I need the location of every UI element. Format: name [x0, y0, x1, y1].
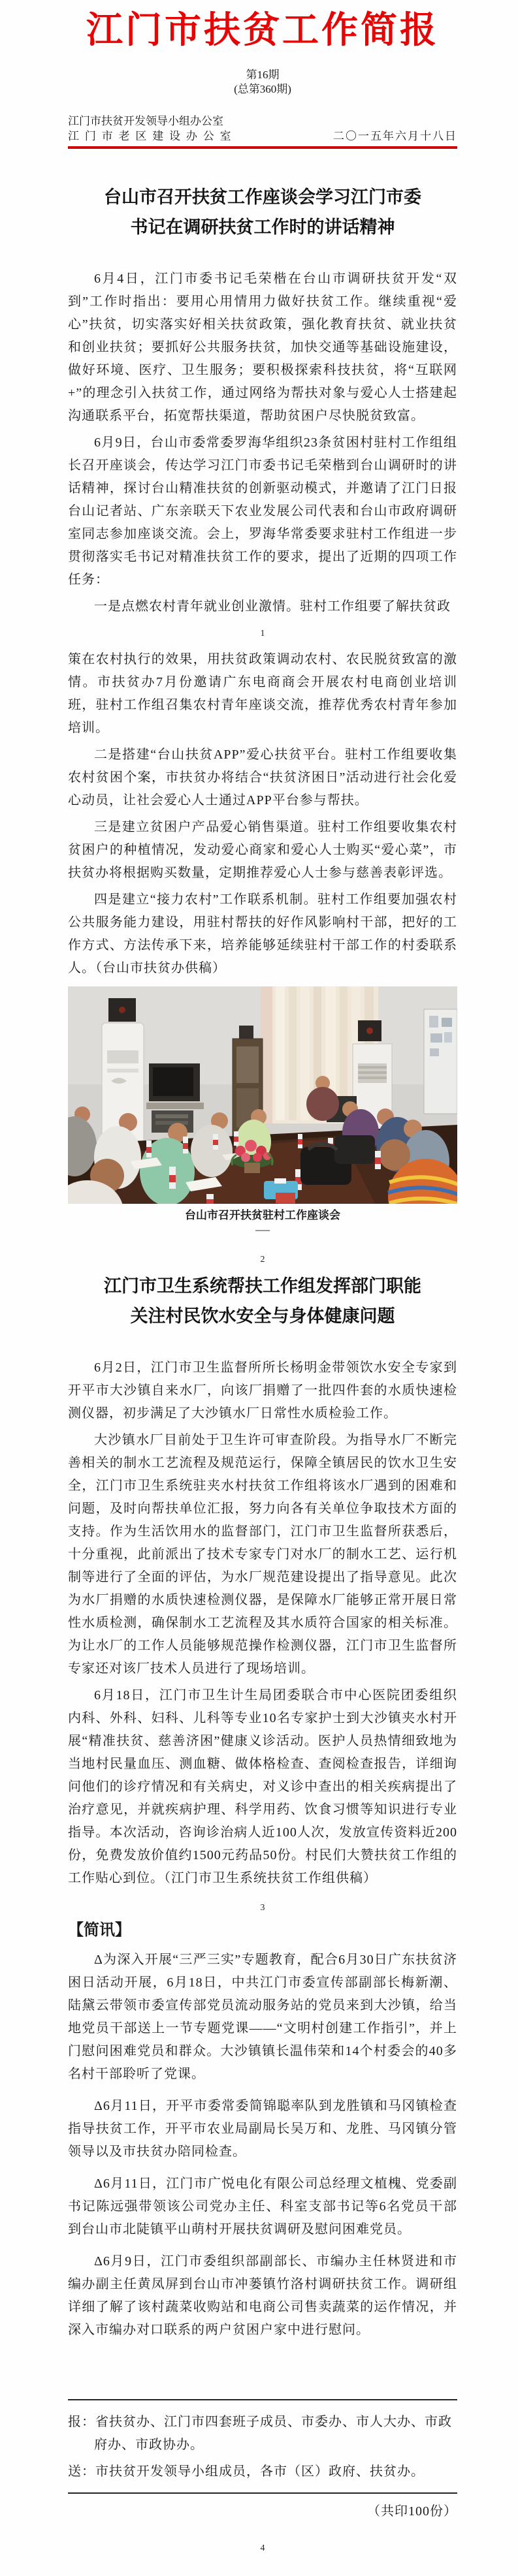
- article1-paragraph-continued: 策在农村执行的效果，用扶贫政策调动农村、农民脱贫致富的激情。市扶贫办7月份邀请广东电商商会开展农村电商创业培训班，驻村工作组召集农村青年座谈交流，推荐优秀农村青年参加培训。: [68, 652, 457, 735]
- bulletin-title: 江门市扶贫工作简报: [86, 10, 439, 51]
- article1-paragraph: 四是建立“接力农村”工作联系机制。驻村工作组要加强农村公共服务能力建设，用驻村帮扶的好作风影响村干部，把好的工作方式、方法传承下来，培养能够延续驻村干部工作的村委联系人。（台山市扶贫办供稿）: [68, 892, 457, 975]
- article1-paragraph: 6月4日，江门市委书记毛荣楷在台山市调研扶贫开发“双到”工作时指出：要用心用情用力做好扶贫工作。继续重视“爱心”扶贫，切实落实好相关扶贫政策，强化教育扶贫、就业扶贫和创业扶贫；要抓好公共服务扶贫，加快交通等基础设施建设，做好环境、医疗、卫生服务；要积极探索科技扶贫，将“互联网+”的理念引入扶贫工作，通过网络为帮扶对象与爱心人士搭建起沟通联系平台，拓宽帮扶渠道，帮助贫困户尽快脱贫致富。: [68, 272, 457, 423]
- article1-body: [68, 268, 457, 980]
- brief-item: Δ为深入开展“三严三实”专题教育，配合6月30日广东扶贫济困日活动开展，6月18日，中共江门市委宣传部副部长梅新潮、陆黛云带领市委宣传部党员流动服务站的党员来到大沙镇，给当地党员干部送上一节专题党课——“文明村创建工作指引”，并上门慰问困难党员和群众。大沙镇镇长温伟荣和14个村委会的40多名村干部聆听了党课。: [68, 1953, 457, 2081]
- issue-number: 第16期: [246, 69, 280, 81]
- article2-title-line2: 关注村民饮水安全与身体健康问题: [130, 1306, 395, 1327]
- page-number-2: 2: [260, 1255, 265, 1264]
- meeting-photo: [68, 986, 457, 1231]
- briefs-heading: 【简讯】: [68, 1921, 131, 1939]
- page-number-3: 3: [260, 1903, 265, 1913]
- article2-paragraph: 6月2日，江门市卫生监督所所长杨明金带领饮水安全专家到开平市大沙镇自来水厂，向该厂捐赠了一批四件套的水质快速检测仪器，初步满足了大沙镇水厂日常性水质检验工作。: [68, 1360, 457, 1421]
- article1-paragraph: 三是建立贫困户产品爱心销售渠道。驻村工作组要收集农村贫困户的种植情况，发动爱心商家和爱心人士购买“爱心菜”，市扶贫办将根据购买数量，定期推荐爱心人士参与慈善表彰评选。: [68, 820, 457, 880]
- masthead-org-block: [68, 114, 457, 149]
- article2-paragraph: 大沙镇水厂目前处于卫生许可审查阶段。为指导水厂不断完善相关的制水工艺流程及规范运行，保障全镇居民的饮水卫生安全，江门市卫生系统驻夹水村扶贫工作组将该水厂遇到的困难和问题，及时向帮扶单位汇报，努力向各有关单位争取技术方面的支持。作为生活饮用水的监督部门，江门市卫生监督所获悉后，十分重视，此前派出了技术专家专门对水厂的制水工艺、运行机制等进行了全面的评估，为水厂规范建设提出了指导意见。此次为水厂捐赠的水质快速检测仪器，是保障水厂能够正常开展日常性水质检测，确保制水工艺流程及其水质符合国家的相关标准。为让水厂的工作人员能够规范操作检测仪器，江门市卫生监督所专家还对该厂技术人员进行了现场培训。: [68, 1433, 457, 1676]
- send-to-line: 送：市扶贫开发领导小组成员，各市（区）政府、扶贫办。: [68, 2464, 425, 2479]
- issuing-orgs: [68, 114, 236, 144]
- article1-paragraph: 一是点燃农村青年就业创业激情。驻村工作组要了解扶贫政: [94, 599, 451, 614]
- brief-item: Δ6月11日，开平市委常委简锦聪率队到龙胜镇和马冈镇检查指导扶贫工作，开平市农业局副局长吴万和、龙胜、马冈镇分管领导以及市扶贫办陪同检查。: [68, 2099, 457, 2159]
- photo-caption: 台山市召开扶贫驻村工作座谈会: [185, 1209, 340, 1222]
- org-line-2: 江门市老区建设办公室: [68, 130, 237, 142]
- article2-paragraph: 6月18日，江门市卫生计生局团委联合市中心医院团委组织内科、外科、妇科、儿科等专业10名专家护士到大沙镇夹水村开展“精准扶贫、慈善济困”健康义诊活动。医护人员热情细致地为当地村民量血压、测血糖、做体格检查、查阅检查报告，详细询问他们的诊疗情况和有关病史，对义诊中查出的相关疾病提出了治疗意见，并就疾病护理、科学用药、饮食习惯等知识进行专业指导。本次活动，咨询诊治病人近100人次，发放宣传资料近200份，免费发放价值约1500元药品50份。村民们大赞扶贫工作组的工作贴心到位。（江门市卫生系统扶贫工作组供稿）: [68, 1688, 457, 1885]
- meeting-photo-illustration: [68, 986, 457, 1204]
- article1-paragraph: 6月9日，台山市委常委罗海华组织23条贫困村驻村工作组组长召开座谈会，传达学习江门市委书记毛荣楷到台山调研时的讲话精神，探讨台山精准扶贫的创新驱动模式，并邀请了江门日报台山记者站、广东亲联天下农业发展公司代表和台山市政府调研室同志参加座谈交流。会上，罗海华常委要求驻村工作组进一步贯彻落实毛书记对精准扶贫工作的要求，提出了近期的四项工作任务：: [68, 435, 457, 587]
- report-to-line: 报：省扶贫办、江门市四套班子成员、市委办、市人大办、市政府办、市政协办。: [68, 2415, 452, 2452]
- brief-item: Δ6月11日，江门市广悦电化有限公司总经理文植槐、党委副书记陈远强带领该公司党办主任、科室支部书记等6名党员干部到台山市北陡镇平山萌村开展扶贫调研及慰问困难党员。: [68, 2176, 457, 2237]
- issue-total-number: (总第360期): [234, 83, 291, 95]
- article1-title-line1: 台山市召开扶贫工作座谈会学习江门市委: [104, 187, 421, 208]
- article1-title-line2: 书记在调研扶贫工作时的讲话精神: [130, 217, 395, 238]
- briefs-list: [68, 1949, 457, 2342]
- print-copies: （共印100份）: [367, 2504, 457, 2519]
- brief-item: Δ6月9日，江门市委组织部副部长、市编办主任林贤进和市编办副主任黄凤屏到台山市冲蒌镇竹洛村调研扶贫工作。调研组详细了解了该村蔬菜收购站和电商公司售卖蔬菜的运作情况，并深入市编办对口联系的两户贫困户家中进行慰问。: [68, 2254, 457, 2337]
- article2-body: [68, 1357, 457, 1890]
- distribution-block: [68, 2399, 457, 2494]
- caption-divider: [255, 1230, 270, 1231]
- page-number-1: 1: [260, 629, 265, 638]
- page-number-4: 4: [260, 2543, 265, 2553]
- org-line-1: 江门市扶贫开发领导小组办公室: [68, 115, 223, 127]
- issue-date: 二〇一五年六月十八日: [333, 130, 457, 142]
- article1-paragraph: 二是搭建“台山扶贫APP”爱心扶贫平台。驻村工作组要收集农村贫困个案，市扶贫办将结合“扶贫济困日”活动进行社会化爱心动员，让社会爱心人士通过APP平台参与帮扶。: [68, 747, 457, 808]
- article2-title-line1: 江门市卫生系统帮扶工作组发挥部门职能: [104, 1276, 421, 1296]
